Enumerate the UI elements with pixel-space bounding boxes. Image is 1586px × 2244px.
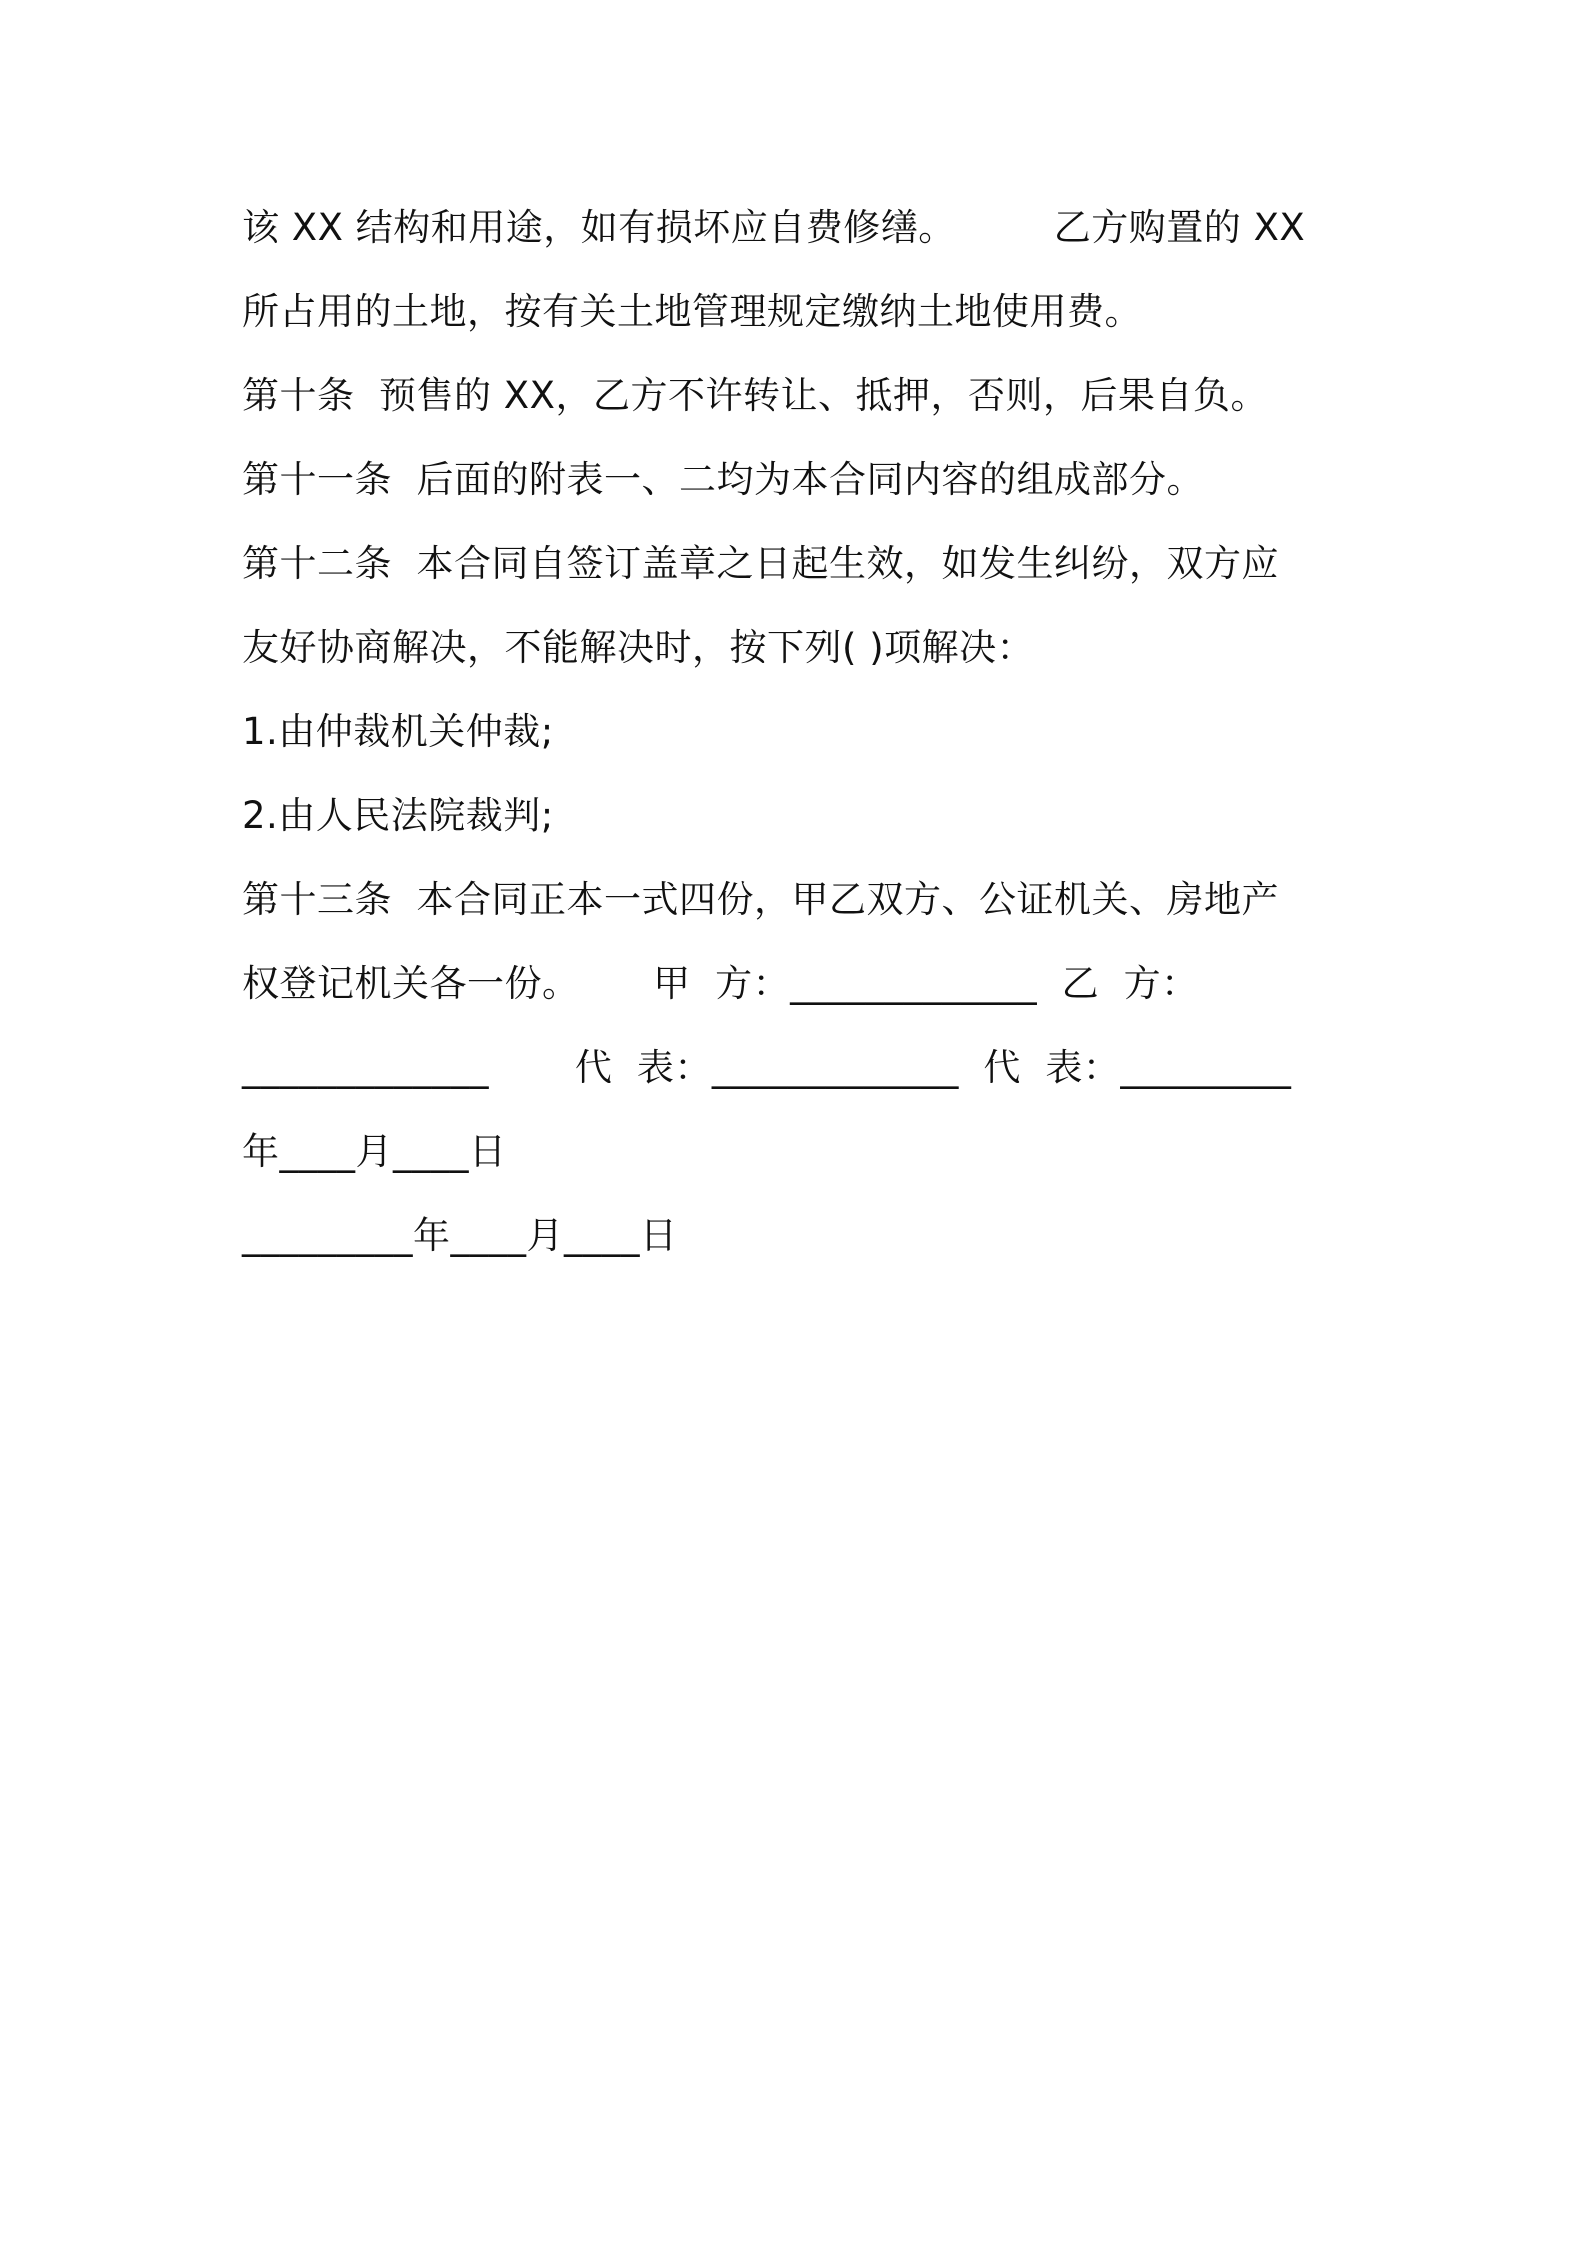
date-line-1: 年____月____日 bbox=[242, 1130, 507, 1173]
text-line-1: 该 XX 结构和用途，如有损坏应自费修缮。 乙方购置的 XX bbox=[242, 206, 1306, 249]
option-2: 2.由人民法院裁判; bbox=[242, 794, 554, 837]
option-1: 1.由仲裁机关仲裁; bbox=[242, 710, 554, 753]
clause-12-line-2: 友好协商解决，不能解决时，按下列( )项解决： bbox=[242, 626, 1035, 669]
clause-10: 第十条 预售的 XX，乙方不许转让、抵押，否则，后果自负。 bbox=[242, 374, 1268, 417]
clause-11: 第十一条 后面的附表一、二均为本合同内容的组成部分。 bbox=[242, 458, 1205, 501]
text-line-2: 所占用的土地，按有关土地管理规定缴纳土地使用费。 bbox=[242, 290, 1142, 333]
clause-12-line-1: 第十二条 本合同自签订盖章之日起生效，如发生纠纷，双方应 bbox=[242, 542, 1280, 585]
date-line-2: _________年____月____日 bbox=[242, 1214, 678, 1257]
signature-representatives-line: _____________ 代 表：_____________ 代 表：_________ bbox=[242, 1046, 1292, 1089]
signature-parties-line: 权登记机关各一份。 甲 方：_____________ 乙 方： bbox=[242, 962, 1199, 1005]
clause-13-line-1: 第十三条 本合同正本一式四份，甲乙双方、公证机关、房地产 bbox=[242, 878, 1280, 921]
